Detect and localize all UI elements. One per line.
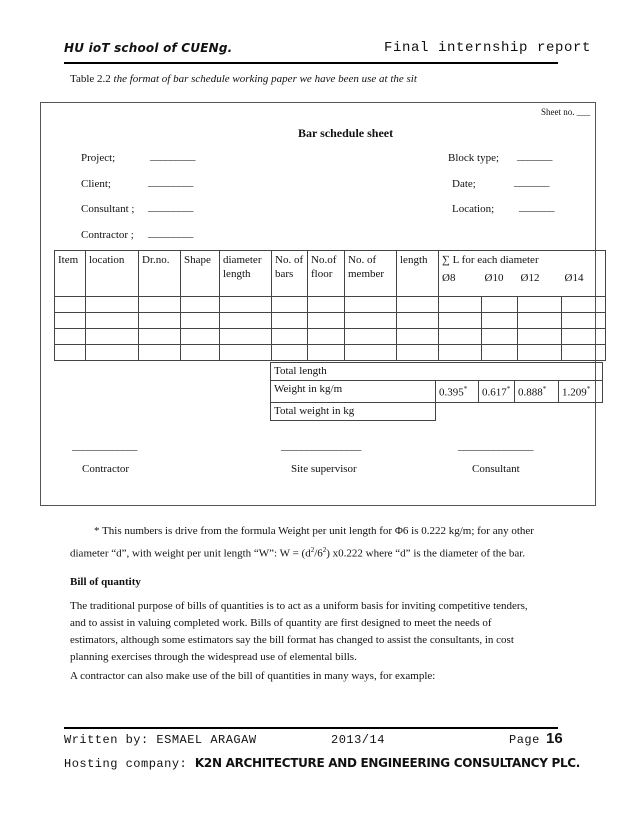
contractor-label: Contractor ; xyxy=(81,229,134,241)
col-header-length: length xyxy=(397,251,439,297)
col-header-sum-diameter: ∑ L for each diameter xyxy=(439,251,606,270)
header-divider xyxy=(64,62,558,64)
contractor-signature-label: Contractor xyxy=(82,463,130,475)
date-blank: _______ xyxy=(514,176,549,188)
block-type-label: Block type; xyxy=(448,152,500,164)
col-header-d14: Ø14 xyxy=(562,269,606,297)
weight-d14: 1.209* xyxy=(559,381,603,403)
col-header-no-of-bars: No. of bars xyxy=(272,251,308,297)
consultant-signature-label: Consultant xyxy=(472,463,520,475)
col-header-no-of-floor: No.of floor xyxy=(308,251,345,297)
block-type-blank: _______ xyxy=(517,150,552,162)
client-label: Client; xyxy=(81,178,111,190)
table-row xyxy=(55,329,606,345)
table-row xyxy=(55,313,606,329)
col-header-d8: Ø8 xyxy=(439,269,482,297)
sheet-number: Sheet no. ___ xyxy=(541,107,591,117)
total-length-label: Total length xyxy=(271,363,603,381)
col-header-item: Item xyxy=(55,251,86,297)
table-header-row xyxy=(55,251,606,270)
footer-written-by: Written by: ESMAEL ARAGAW xyxy=(64,733,257,747)
supervisor-signature-line: ________________ xyxy=(281,440,361,452)
weight-d8: 0.395* xyxy=(436,381,479,403)
col-header-location: location xyxy=(86,251,139,297)
totals-table xyxy=(270,362,603,421)
note-line-2: diameter “d”, with weight per unit length “W”: $W = (d^2/6^2)$ x0.222 where “d” is the diameter of the bar. xyxy=(70,546,526,560)
consultant-blank: _________ xyxy=(148,201,193,213)
date-label: Date; xyxy=(452,178,476,190)
footer-hosting-company: K2N ARCHITECTURE AND ENGINEERING CONSULTANCY PLC. xyxy=(194,756,581,770)
paragraph-contractor-use: A contractor can also make use of the bill of quantities in many ways, for example: xyxy=(70,670,436,682)
table-row xyxy=(55,297,606,313)
contractor-blank: _________ xyxy=(148,227,193,239)
location-blank: _______ xyxy=(519,201,554,213)
consultant-signature-line: _______________ xyxy=(458,440,533,452)
weight-label: Weight in kg/m xyxy=(271,381,436,403)
footer-page-label: Page xyxy=(509,733,540,747)
supervisor-signature-label: Site supervisor xyxy=(291,463,357,475)
footer-page-number: 16 xyxy=(546,730,563,747)
total-weight-row xyxy=(271,402,603,420)
header-school-name: HU ioT school of CUENg. xyxy=(64,41,233,55)
footer-hosting xyxy=(64,756,580,771)
footer-divider xyxy=(64,727,558,729)
note-line-1: * This numbers is drive from the formula Weight per unit length for Φ6 is 0.222 kg/m; for any other xyxy=(94,525,534,537)
col-header-diameter-length: diameter length xyxy=(220,251,272,297)
table-row xyxy=(55,345,606,361)
col-header-d12: Ø12 xyxy=(518,269,562,297)
sheet-title: Bar schedule sheet xyxy=(298,126,394,140)
bar-schedule-table xyxy=(54,250,606,361)
location-label: Location; xyxy=(452,203,495,215)
caption-text: the format of bar schedule working paper we have been use at the sit xyxy=(113,73,417,85)
table-caption xyxy=(70,73,417,85)
project-blank: _________ xyxy=(150,150,195,162)
footer-hosting-label: Hosting company: xyxy=(64,757,188,771)
client-blank: _________ xyxy=(148,176,193,188)
caption-prefix: Table 2.2 xyxy=(70,73,114,85)
project-label: Project; xyxy=(81,152,116,164)
section-heading: Bill of quantity xyxy=(70,576,141,588)
weight-d10: 0.617* xyxy=(479,381,515,403)
weight-d12: 0.888* xyxy=(515,381,559,403)
paragraph-bill-purpose: The traditional purpose of bills of quantities is to act as a uniform basis for inviting competitive tenders, and to assist in valuing completed work. Bills of quantity are first designed to meet the needs of estimators, although some estimators say the bill format has changed to assist the consultants, in cost planning exercises through the widespread use of elemental bills. xyxy=(70,600,528,663)
contractor-signature-line: _____________ xyxy=(72,440,137,452)
col-header-shape: Shape xyxy=(181,251,220,297)
header-report-title: Final internship report xyxy=(384,40,592,56)
footer-year: 2013/14 xyxy=(331,733,385,747)
col-header-d10: Ø10 xyxy=(482,269,518,297)
weight-row xyxy=(271,381,603,403)
col-header-no-of-member: No. of member xyxy=(345,251,397,297)
col-header-drno: Dr.no. xyxy=(139,251,181,297)
total-length-row xyxy=(271,363,603,381)
total-weight-label: Total weight in kg xyxy=(271,402,436,420)
consultant-label: Consultant ; xyxy=(81,203,135,215)
